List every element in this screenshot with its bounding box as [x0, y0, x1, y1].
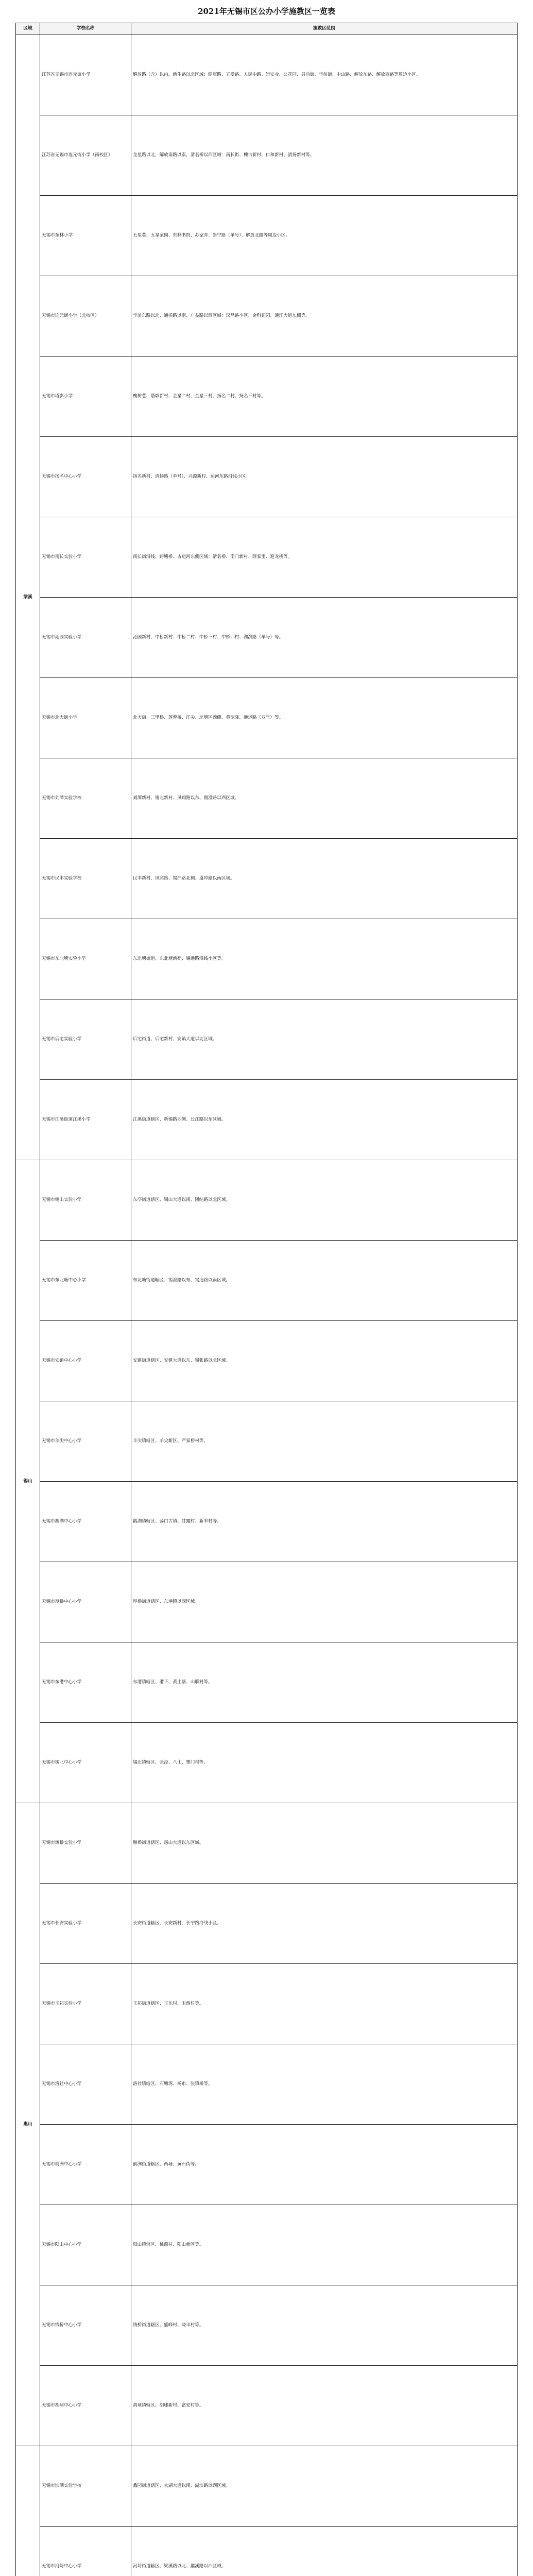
catchment-area-cell: 东北塘街道辖区、锡澄路以东、锡通路以南区域。	[131, 1241, 518, 1321]
column-header-school: 学校名称	[40, 23, 131, 35]
school-name-cell: 无锡市后宅实验小学	[40, 999, 131, 1080]
table-row	[16, 437, 518, 517]
school-name-cell: 江苏省无锡市连元街小学	[40, 35, 131, 115]
table-row	[16, 2044, 518, 2125]
district-cell: 梁溪	[16, 35, 40, 1160]
catchment-area-cell: 北大街、三里桥、莲蓉桥、江尖、北塘区西侧、黄泥降、通运路（双号）等。	[131, 678, 518, 758]
table-row	[16, 1642, 518, 1723]
school-name-cell: 无锡市东北塘实验小学	[40, 919, 131, 999]
school-name-cell: 无锡市塔影小学	[40, 357, 131, 437]
catchment-area-cell: 学前东路以北、通扬路以南、广益路以西区域：汉昌路小区、金科花园、通江大道东侧等。	[131, 276, 518, 357]
catchment-area-cell: 五星巷、五星家园、东林书院、苏家弄、崇宁路（单号）、解放北路等周边小区。	[131, 196, 518, 276]
school-name-cell: 无锡市南长实验小学	[40, 517, 131, 598]
school-name-cell: 无锡市长安实验小学	[40, 1884, 131, 1964]
table-row	[16, 1562, 518, 1642]
table-row	[16, 999, 518, 1080]
enrollment-table	[15, 23, 518, 2576]
catchment-area-cell: 堰桥街道辖区、惠山大道以东区域。	[131, 1803, 518, 1884]
school-name-cell: 无锡市前洲中心小学	[40, 2125, 131, 2205]
catchment-area-cell: 锡北镇辖区、张泾、八士、寨门村等。	[131, 1723, 518, 1803]
table-body	[16, 35, 518, 2576]
catchment-area-cell: 长安街道辖区、长安新村、长宁路沿线小区。	[131, 1884, 518, 1964]
catchment-area-cell: 胡埭镇辖区、胡埭新村、富安村等。	[131, 2366, 518, 2446]
catchment-area-cell: 扬名新村、清扬路（单号）、兴源新村、运河东路沿线小区。	[131, 437, 518, 517]
school-name-cell: 无锡市江溪街道江溪小学	[40, 1080, 131, 1160]
catchment-area-cell: 江溪街道辖区、新锡路西侧、长江路以东区域。	[131, 1080, 518, 1160]
catchment-area-cell: 阳山镇辖区、桃源村、阳山新区等。	[131, 2205, 518, 2285]
school-name-cell: 无锡市东港中心小学	[40, 1642, 131, 1723]
school-name-cell: 无锡市玉祁实验小学	[40, 1964, 131, 2044]
school-name-cell: 无锡市安镇中心小学	[40, 1321, 131, 1401]
school-name-cell: 无锡市厚桥中心小学	[40, 1562, 131, 1642]
school-name-cell: 无锡市连元街小学（北校区）	[40, 276, 131, 357]
school-name-cell: 无锡市锡山实验小学	[40, 1160, 131, 1241]
catchment-area-cell: 羊尖镇辖区、羊尖新区、严家桥村等。	[131, 1401, 518, 1482]
school-name-cell: 无锡市胡埭中心小学	[40, 2366, 131, 2446]
catchment-area-cell: 安镇街道辖区、安镇大道以东、锡张路以北区域。	[131, 1321, 518, 1401]
catchment-area-cell: 民丰新村、凤宾路、锡沪路北侧、盛岸路以南区域。	[131, 839, 518, 919]
table-row	[16, 2125, 518, 2205]
table-row	[16, 1884, 518, 1964]
school-name-cell: 无锡市北大街小学	[40, 678, 131, 758]
table-row	[16, 196, 518, 276]
school-name-cell: 无锡市东林小学	[40, 196, 131, 276]
catchment-area-cell: 南长街沿线、跨塘桥、古运河东侧区域：清名桥、南门新村、薛家里、迎龙桥等。	[131, 517, 518, 598]
catchment-area-cell: 东北塘街道、东北塘新苑、锡通路沿线小区等。	[131, 919, 518, 999]
table-row	[16, 1803, 518, 1884]
catchment-area-cell: 河埒街道辖区、梁溪路以北、蠡溪路以西区域。	[131, 2527, 518, 2576]
school-name-cell: 无锡市鹅湖中心小学	[40, 1482, 131, 1562]
catchment-area-cell: 厚桥街道辖区、东港镇以西区域。	[131, 1562, 518, 1642]
page-title: 2021年无锡市区公办小学施教区一览表	[198, 7, 335, 16]
catchment-area-cell: 金星路以北，解放南路以南，清名桥以西区域：南长街、槐古新村、仁和新村、清扬新村等。	[131, 115, 518, 196]
school-name-cell: 无锡市刘潭实验学校	[40, 758, 131, 839]
table-row	[16, 276, 518, 357]
catchment-area-cell: 后宅街道、后宅新村、安镇大道以北区域。	[131, 999, 518, 1080]
school-name-cell: 无锡市滨湖实验学校	[40, 2446, 131, 2527]
school-name-cell: 无锡市河埒中心小学	[40, 2527, 131, 2576]
column-header-area: 施教区范围	[131, 23, 518, 35]
table-row	[16, 35, 518, 115]
column-header-district: 区域	[16, 23, 40, 35]
district-cell	[16, 2446, 40, 2576]
district-cell: 惠山	[16, 1803, 40, 2446]
table-row	[16, 1401, 518, 1482]
catchment-area-cell: 东港镇辖区、港下、黄土塘、山联村等。	[131, 1642, 518, 1723]
table-row	[16, 1482, 518, 1562]
table-row	[16, 517, 518, 598]
catchment-area-cell: 前洲街道辖区、西塘、黄石街等。	[131, 2125, 518, 2205]
table-header-row	[16, 23, 518, 35]
table-row	[16, 2446, 518, 2527]
table-row	[16, 1723, 518, 1803]
table-row	[16, 2366, 518, 2446]
table-row	[16, 598, 518, 678]
school-name-cell: 无锡市东北塘中心小学	[40, 1241, 131, 1321]
catchment-area-cell: 蠡园街道辖区、太湖大道以南、湖滨路以西区域。	[131, 2446, 518, 2527]
school-name-cell: 无锡市扬名中心小学	[40, 437, 131, 517]
school-name-cell: 无锡市沁园实验小学	[40, 598, 131, 678]
table-row	[16, 2527, 518, 2576]
table-row	[16, 1964, 518, 2044]
school-name-cell: 江苏省无锡市连元街小学（南校区）	[40, 115, 131, 196]
catchment-area-cell: 沁园新村、中桥新村、中桥二村、中桥三村、中桥四村、湖滨路（单号）等。	[131, 598, 518, 678]
table-row	[16, 678, 518, 758]
catchment-area-cell: 东亭街道辖区、锡山大道以南、团结路以北区域。	[131, 1160, 518, 1241]
table-row	[16, 1241, 518, 1321]
catchment-area-cell: 槐树巷、塔影新村、金星二村、金星三村、扬名二村、扬名三村等。	[131, 357, 518, 437]
school-name-cell: 无锡市堰桥实验小学	[40, 1803, 131, 1884]
catchment-area-cell: 钱桥街道辖区、盛峰村、晓丰村等。	[131, 2285, 518, 2366]
district-cell: 锡山	[16, 1160, 40, 1803]
catchment-area-cell: 洛社镇辖区、石塘湾、杨市、张镇桥等。	[131, 2044, 518, 2125]
school-name-cell: 无锡市钱桥中心小学	[40, 2285, 131, 2366]
table-row	[16, 2205, 518, 2285]
school-name-cell: 无锡市锡北中心小学	[40, 1723, 131, 1803]
school-name-cell: 无锡市民丰实验学校	[40, 839, 131, 919]
table-row	[16, 839, 518, 919]
catchment-area-cell: 解放路（含）以内，新生路以北区域：健康路、五爱路、人民中路、崇安寺、公花园、县前街、学前街、中山路、解放东路、解放西路等周边小区。	[131, 35, 518, 115]
school-name-cell: 无锡市洛社中心小学	[40, 2044, 131, 2125]
table-row	[16, 115, 518, 196]
table-row	[16, 919, 518, 999]
catchment-area-cell: 鹅湖镇辖区、荡口古镇、甘露村、新丰村等。	[131, 1482, 518, 1562]
table-row	[16, 1080, 518, 1160]
table-row	[16, 1321, 518, 1401]
table-row	[16, 2285, 518, 2366]
table-row	[16, 357, 518, 437]
school-name-cell: 无锡市阳山中心小学	[40, 2205, 131, 2285]
table-row	[16, 1160, 518, 1241]
school-name-cell: 无锡市羊尖中心小学	[40, 1401, 131, 1482]
table-row	[16, 758, 518, 839]
catchment-area-cell: 玉祁街道辖区、玉东村、玉西村等。	[131, 1964, 518, 2044]
catchment-area-cell: 刘潭新村、锡北新村、凤翔路以东、锡澄路以西区域。	[131, 758, 518, 839]
